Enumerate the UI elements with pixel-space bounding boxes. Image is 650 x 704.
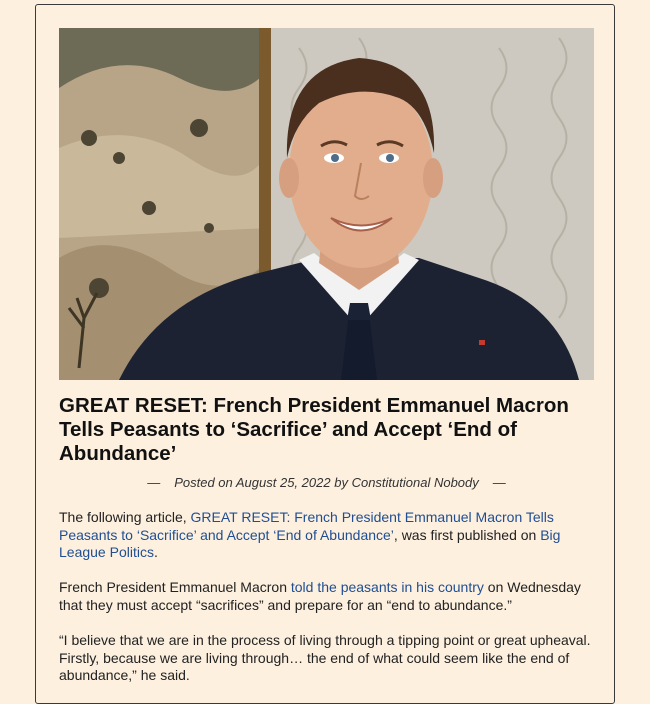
meta-dash-right: — bbox=[492, 475, 506, 490]
intro-paragraph bbox=[59, 509, 594, 562]
peasants-link[interactable]: told the peasants in his country bbox=[290, 579, 484, 595]
source-link[interactable]: Big League Politics bbox=[59, 526, 561, 560]
post-meta bbox=[59, 475, 594, 490]
intro-suffix: . bbox=[153, 544, 158, 560]
article-title[interactable]: GREAT RESET: French President Emmanuel Macron Tells Peasants to ‘Sacrifice’ and Accept ‘End of Abundance’ bbox=[59, 394, 569, 465]
article-card bbox=[35, 4, 615, 704]
meta-dash-left: — bbox=[147, 475, 161, 490]
author-link[interactable]: Constitutional Nobody bbox=[351, 475, 479, 490]
original-article-link[interactable]: GREAT RESET: French President Emmanuel Macron Tells Peasants to ‘Sacrifice’ and Accept ‘End of Abundance’ bbox=[59, 509, 554, 543]
p2-suffix: on Wednesday that they must accept “sacrifices” and prepare for an “end to abundance.” bbox=[59, 579, 581, 613]
intro-prefix: The following article, bbox=[59, 509, 191, 525]
macron-photo bbox=[59, 28, 594, 380]
featured-image[interactable] bbox=[59, 28, 594, 380]
p2-prefix: French President Emmanuel Macron bbox=[59, 579, 291, 595]
body-paragraph-3: “I believe that we are in the process of living through a tipping point or great upheaval. Firstly, because we are living through… the end of what could seem like the end of abundance,” he said. bbox=[59, 632, 591, 683]
body-paragraph-2 bbox=[59, 579, 594, 614]
post-date-link[interactable]: August 25, 2022 bbox=[235, 475, 331, 490]
by-label: by bbox=[334, 475, 348, 490]
posted-on-label: Posted on bbox=[174, 475, 233, 490]
intro-middle: , was first published on bbox=[393, 526, 541, 543]
